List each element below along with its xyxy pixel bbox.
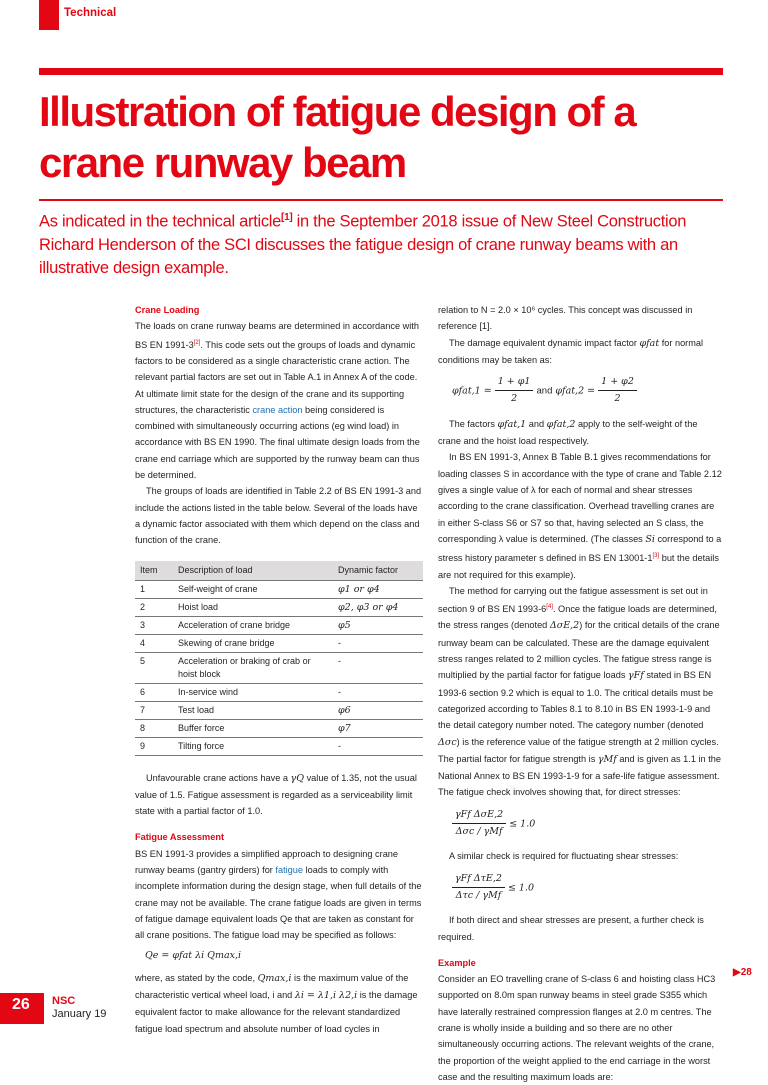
table-cell: 2 (135, 598, 173, 616)
table-cell: φ5 (333, 616, 423, 634)
reference-marker[interactable]: [2] (193, 339, 201, 346)
table-cell: φ7 (333, 719, 423, 737)
title-rule (39, 68, 723, 75)
table-cell: 3 (135, 616, 173, 634)
table-cell: Acceleration or braking of crab or hoist block (173, 652, 333, 683)
crane-loading-heading: Crane Loading (135, 305, 200, 315)
table-cell: - (333, 652, 423, 683)
table-cell: 5 (135, 652, 173, 683)
table-row (135, 652, 423, 683)
fatigue-link[interactable]: fatigue (275, 865, 304, 875)
body-paragraph: In BS EN 1991-3, Annex B Table B.1 gives recommendations for loading classes S in accordance with the type of crane and Table 2.12 gives a single value of λ for each of normal and shear stresses according to the crane classification. Overhead travelling cranes are in either S-class S6 or S7 so that, having selected an S class, the corresponding λ value is determined. (The classes Si correspond to a stress history parameter s defined in BS EN 13001-1[3] but the details are not required for this example). (438, 452, 722, 580)
example-heading: Example (438, 957, 476, 968)
body-paragraph: The method for carrying out the fatigue assessment is set out in section 9 of BS EN 1993-6[4]. Once the fatigue loads are determined, the stress ranges (denoted ΔσE,2) for the critical details of the crane runway beam can be calculated. These are the damage equivalent stress ranges related to 2 million cycles. The fatigue stress range is multiplied by the partial factor for fatigue loads γFf stated in BS EN 1993-6 section 9.2 which is equal to 1.0. The critical details must be categorized according to Tables 8.1 to 8.10 in BS EN 1993-1-9 and the detail category number noted. The category number (denoted Δσc) is the reference value of the fatigue strength at 2 million cycles. The partial factor for fatigue strength is γMf and is given as 1.1 in the National Annex to BS EN 1993-1-9 for a safe-life fatigue assessment. The fatigue check involves showing that, for direct stresses: (438, 585, 721, 798)
table-cell: 4 (135, 634, 173, 652)
table-cell: Self-weight of crane (173, 580, 333, 598)
spacer (438, 945, 722, 955)
load-groups-table (135, 561, 423, 756)
body-paragraph: Unfavourable crane actions have a γQ value of 1.35, not the usual value of 1.5. Fatigue assessment is regarded as a serviceability limit state with a partial factor of 1.0. (135, 772, 417, 817)
table-cell: φ2, φ3 or φ4 (333, 598, 423, 616)
body-paragraph: BS EN 1991-3 provides a simplified approach to designing crane runway beams (gantry girders) for fatigue loads to comply with incomplete information during the design stage, when full details of the crane may not be available. The crane fatigue loads are given in terms of fatigue damage equivalent loads Qe that are taken as constant for all crane positions. The fatigue load may be specified as follows: (135, 848, 422, 941)
table-header-item: Item (135, 561, 173, 581)
table-row (135, 634, 423, 652)
table-cell: φ1 or φ4 (333, 580, 423, 598)
standfirst-rule (39, 199, 723, 201)
table-row (135, 683, 423, 701)
body-paragraph: where, as stated by the code, Qmax,i is the maximum value of the characteristic vertical wheel load, i and λi = λ1,i λ2,i is the damage equivalent factor to make allowance for the relevant standardized fatigue load spectrum and absolute number of load cycles in (135, 972, 418, 1034)
table-row (135, 701, 423, 719)
table-cell: Hoist load (173, 598, 333, 616)
impact-factor-equations: φfat,1 = $\frac{1 + \varphi 1}{2}$ and φfat,2 = $\frac{1 + \varphi 2}{2}$ (452, 374, 722, 408)
table-cell: φ6 (333, 701, 423, 719)
table-cell: 1 (135, 580, 173, 598)
body-paragraph: Consider an EO travelling crane of S-class 6 and hoisting class HC3 supported on 8.0m span runway beams in steel grade S355 which have laterally restrained compression flanges at 2.0 m centres. The crane is wholly inside a building and so there are no other simultaneously occurring actions. The relevant weights of the crane, the proportion of the weight applied to the end carriage in the worst case and the resulting maximum loads are: (438, 974, 716, 1082)
body-paragraph: The factors φfat,1 and φfat,2 apply to the self-weight of the crane and the hoist load respectively. (438, 418, 698, 447)
body-paragraph: If both direct and shear stresses are present, a further check is required. (438, 915, 704, 942)
continued-on-page-link[interactable]: ▶28 (733, 967, 752, 978)
fatigue-assessment-heading: Fatigue Assessment (135, 832, 225, 843)
left-column (135, 302, 423, 1037)
page-number: 26 (12, 996, 30, 1013)
table-cell: - (333, 683, 423, 701)
shear-stress-check: $\frac{\text{γFf ΔτE,2}}{\text{Δτc / γMf}}$ ≤ 1.0 (452, 871, 722, 905)
table-row (135, 719, 423, 737)
reference-marker[interactable]: [3] (652, 553, 660, 560)
table-header-dynamic-factor: Dynamic factor (333, 561, 423, 581)
body-paragraph: The groups of loads are identified in Table 2.2 of BS EN 1991-3 and include the actions listed in the table below. Several of the loads have a dynamic factor associated with them which depend on the class and function of the crane. (135, 486, 422, 546)
table-row (135, 598, 423, 616)
body-paragraph: The damage equivalent dynamic impact factor φfat for normal conditions may be taken as: (438, 337, 704, 365)
table-cell: Buffer force (173, 719, 333, 737)
table-cell: Skewing of crane bridge (173, 634, 333, 652)
table-cell: Test load (173, 701, 333, 719)
table-row (135, 616, 423, 634)
table-cell: - (333, 737, 423, 755)
article-title: Illustration of fatigue design of a crane runway beam (39, 88, 636, 186)
body-paragraph: relation to N = 2.0 × 10⁶ cycles. This concept was discussed in reference [1]. (438, 305, 693, 332)
table-cell: 6 (135, 683, 173, 701)
table-row (135, 580, 423, 598)
table-cell: In-service wind (173, 683, 333, 701)
direct-stress-check: $\frac{\text{γFf ΔσE,2}}{\text{Δσc / γMf}}$ ≤ 1.0 (452, 807, 722, 841)
table-cell: Tilting force (173, 737, 333, 755)
table-cell: - (333, 634, 423, 652)
issue-date: January 19 (52, 1008, 107, 1020)
right-column (438, 302, 722, 1085)
body-paragraph: A similar check is required for fluctuating shear stresses: (449, 851, 679, 862)
table-cell: Acceleration of crane bridge (173, 616, 333, 634)
table-header-description: Description of load (173, 561, 333, 581)
fatigue-load-equation: Qe = φfat λi Qmax,i (145, 950, 242, 962)
header-accent-bar (39, 0, 59, 30)
magazine-name: NSC (52, 995, 76, 1007)
reference-marker[interactable]: [4] (546, 604, 553, 611)
section-label: Technical (64, 7, 117, 19)
table-cell: 7 (135, 701, 173, 719)
crane-action-link[interactable]: crane action (252, 404, 303, 415)
table-row (135, 737, 423, 755)
spacer (135, 819, 423, 829)
standfirst: As indicated in the technical article[1] in the September 2018 issue of New Steel Construction Richard Henderson of the SCI discusses the fatigue design of crane runway beams with an illustrative design example. (39, 212, 687, 277)
body-paragraph: The loads on crane runway beams are determined in accordance with BS EN 1991-3[2]. This code sets out the groups of loads and dynamic factors to be considered as a single characteristic crane action. The relevant partial factors are set out in Table A.1 in Annex A of the code. At ultimate limit state for the design of the crane and its supporting structures, the characteristic crane action being considered is combined with simultaneously occurring actions (eg wind load) in accordance with BS EN 1990. The final ultimate design loads from the crane end carriage which are supported by the runway beam can thus be determined. (135, 321, 420, 481)
table-cell: 9 (135, 737, 173, 755)
table-cell: 8 (135, 719, 173, 737)
